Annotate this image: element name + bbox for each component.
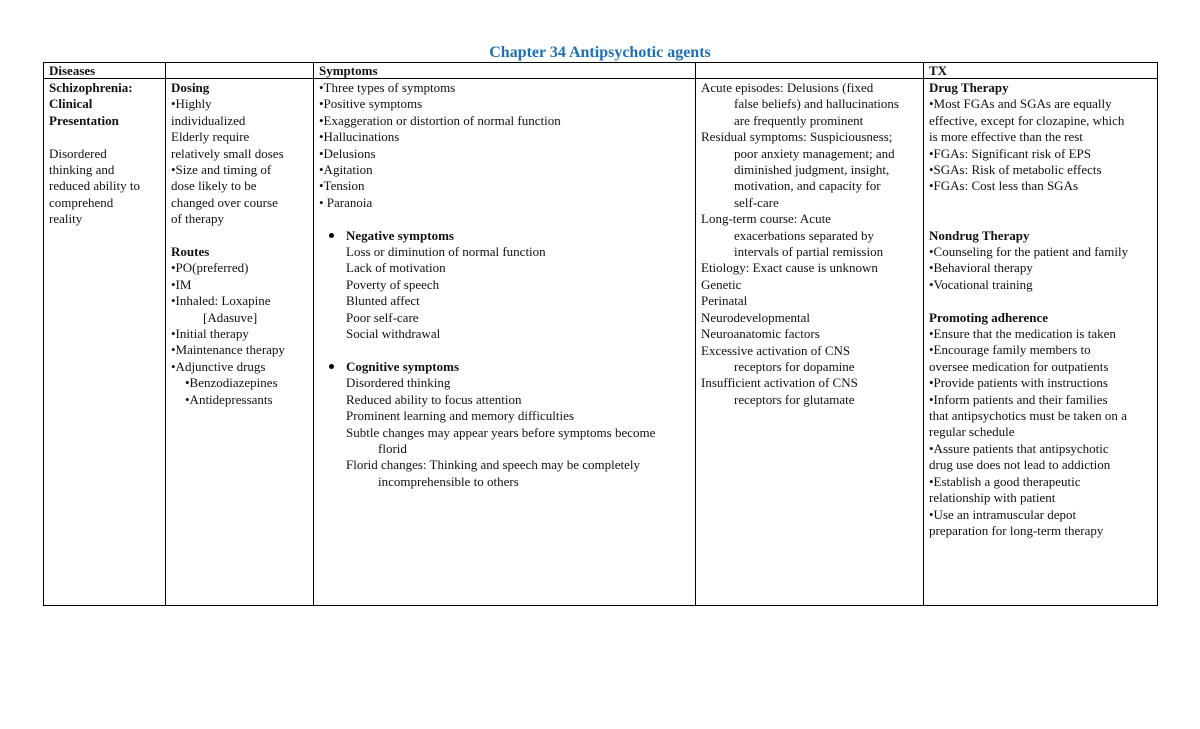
adherence-line: •Encourage family members to bbox=[929, 342, 1091, 358]
dosing-line: •Highly bbox=[171, 96, 212, 112]
etiology-line: Etiology: Exact cause is unknown bbox=[701, 260, 878, 276]
cognitive-symptoms-heading bbox=[319, 359, 690, 375]
route-item-sub: [Adasuve] bbox=[203, 309, 258, 325]
adjunctive-drug: •Benzodiazepines bbox=[185, 375, 278, 391]
disease-name: Schizophrenia: bbox=[49, 80, 133, 95]
adherence-line: •Inform patients and their families bbox=[929, 391, 1108, 407]
adherence-line: •Use an intramuscular depot bbox=[929, 506, 1077, 522]
symptom-line: •Three types of symptoms bbox=[319, 80, 456, 95]
spacer bbox=[319, 342, 690, 358]
header-diseases: Diseases bbox=[44, 63, 166, 79]
etiology-line: Perinatal bbox=[701, 293, 748, 309]
spacer bbox=[929, 293, 1152, 309]
bullet-icon bbox=[327, 228, 346, 243]
cognitive-symptom-cont: florid bbox=[378, 440, 407, 456]
cognitive-symptom: Reduced ability to focus attention bbox=[346, 391, 522, 407]
header-tx: TX bbox=[924, 63, 1158, 79]
adherence-line: drug use does not lead to addiction bbox=[929, 457, 1111, 473]
cognitive-symptom-cont: incomprehensible to others bbox=[378, 473, 519, 489]
adherence-line: oversee medication for outpatients bbox=[929, 358, 1109, 374]
symptoms-cell bbox=[314, 79, 696, 606]
spacer bbox=[929, 211, 1152, 227]
drug-therapy-line: •FGAs: Significant risk of EPS bbox=[929, 145, 1092, 161]
negative-symptoms-label: Negative symptoms bbox=[346, 227, 454, 243]
route-item: •IM bbox=[171, 276, 192, 292]
dosing-line: of therapy bbox=[171, 211, 225, 227]
dosing-cell bbox=[166, 79, 314, 606]
course-line-cont: diminished judgment, insight, bbox=[734, 162, 890, 178]
disease-name: Presentation bbox=[49, 112, 119, 128]
disease-desc-line: thinking and bbox=[49, 162, 115, 178]
cognitive-symptoms-label: Cognitive symptoms bbox=[346, 358, 460, 374]
content-row bbox=[44, 79, 1158, 606]
disease-desc-line: reality bbox=[49, 211, 83, 227]
diseases-cell bbox=[44, 79, 166, 606]
symptom-line: •Tension bbox=[319, 178, 365, 194]
etiology-line: Genetic bbox=[701, 276, 742, 292]
negative-symptoms-heading bbox=[319, 228, 690, 244]
nondrug-therapy-line: •Counseling for the patient and family bbox=[929, 244, 1129, 260]
adherence-line: regular schedule bbox=[929, 424, 1015, 440]
spacer bbox=[929, 195, 1152, 211]
dosing-line: Elderly require bbox=[171, 129, 250, 145]
drug-therapy-heading: Drug Therapy bbox=[929, 80, 1009, 95]
adjunctive-drug: •Antidepressants bbox=[185, 391, 273, 407]
etiology-line: Excessive activation of CNS bbox=[701, 342, 851, 358]
course-line-cont: intervals of partial remission bbox=[734, 244, 884, 260]
negative-symptom: Poor self-care bbox=[346, 309, 419, 325]
course-line-cont: motivation, and capacity for bbox=[734, 178, 881, 194]
cognitive-symptom: Subtle changes may appear years before symptoms become bbox=[346, 424, 656, 440]
negative-symptom: Loss or diminution of normal function bbox=[346, 244, 546, 260]
cognitive-symptom: Disordered thinking bbox=[346, 375, 451, 391]
header-symptoms: Symptoms bbox=[314, 63, 696, 79]
route-item: •Initial therapy bbox=[171, 326, 249, 342]
drug-therapy-line: •Most FGAs and SGAs are equally bbox=[929, 96, 1112, 112]
drug-therapy-line: effective, except for clozapine, which bbox=[929, 112, 1125, 128]
tx-cell bbox=[924, 79, 1158, 606]
symptom-line: •Agitation bbox=[319, 162, 373, 178]
etiology-line: Neuroanatomic factors bbox=[701, 326, 820, 342]
drug-therapy-line: •SGAs: Risk of metabolic effects bbox=[929, 162, 1102, 178]
dosing-line: changed over course bbox=[171, 194, 278, 210]
course-line: Acute episodes: Delusions (fixed bbox=[701, 80, 874, 95]
route-item: •Adjunctive drugs bbox=[171, 358, 266, 374]
bullet-icon bbox=[327, 359, 346, 374]
symptom-line: •Hallucinations bbox=[319, 129, 400, 145]
etiology-line: Neurodevelopmental bbox=[701, 309, 811, 325]
course-line-cont: poor anxiety management; and bbox=[734, 145, 895, 161]
negative-symptom: Lack of motivation bbox=[346, 260, 446, 276]
spacer bbox=[319, 211, 690, 227]
course-line-cont: false beliefs) and hallucinations bbox=[734, 96, 899, 112]
route-item: •Maintenance therapy bbox=[171, 342, 285, 358]
disease-desc-line: Disordered bbox=[49, 145, 107, 161]
course-line: Residual symptoms: Suspiciousness; bbox=[701, 129, 893, 145]
spacer bbox=[171, 228, 308, 244]
adherence-heading: Promoting adherence bbox=[929, 309, 1049, 325]
dosing-heading: Dosing bbox=[171, 80, 210, 95]
symptom-line: •Positive symptoms bbox=[319, 96, 423, 112]
content-table bbox=[43, 62, 1158, 606]
symptom-line: •Exaggeration or distortion of normal function bbox=[319, 112, 561, 128]
course-cell bbox=[696, 79, 924, 606]
negative-symptom: Poverty of speech bbox=[346, 276, 440, 292]
route-item: •PO(preferred) bbox=[171, 260, 249, 276]
cognitive-symptom: Florid changes: Thinking and speech may be completely bbox=[346, 457, 640, 473]
routes-heading: Routes bbox=[171, 244, 210, 260]
adherence-line: relationship with patient bbox=[929, 490, 1056, 506]
spacer bbox=[49, 129, 160, 145]
adherence-line: that antipsychotics must be taken on a bbox=[929, 408, 1127, 424]
disease-desc-line: comprehend bbox=[49, 194, 114, 210]
disease-name: Clinical bbox=[49, 96, 93, 112]
dosing-line: individualized bbox=[171, 112, 246, 128]
symptom-line: • Paranoia bbox=[319, 194, 373, 210]
course-line-cont: self-care bbox=[734, 194, 779, 210]
adherence-line: •Provide patients with instructions bbox=[929, 375, 1108, 391]
dosing-line: dose likely to be bbox=[171, 178, 257, 194]
dosing-line: relatively small doses bbox=[171, 145, 284, 161]
drug-therapy-line: •FGAs: Cost less than SGAs bbox=[929, 178, 1079, 194]
course-line: Long-term course: Acute bbox=[701, 211, 831, 227]
etiology-line-cont: receptors for dopamine bbox=[734, 358, 855, 374]
etiology-line-cont: receptors for glutamate bbox=[734, 391, 855, 407]
cognitive-symptom: Prominent learning and memory difficulties bbox=[346, 408, 574, 424]
header-row bbox=[44, 63, 1158, 79]
adherence-line: •Establish a good therapeutic bbox=[929, 473, 1081, 489]
chapter-title: Chapter 34 Antipsychotic agents bbox=[489, 44, 711, 61]
adherence-line: •Assure patients that antipsychotic bbox=[929, 440, 1109, 456]
negative-symptom: Social withdrawal bbox=[346, 326, 441, 342]
symptom-line: •Delusions bbox=[319, 145, 376, 161]
disease-desc-line: reduced ability to bbox=[49, 178, 140, 194]
nondrug-therapy-line: •Vocational training bbox=[929, 276, 1033, 292]
nondrug-therapy-heading: Nondrug Therapy bbox=[929, 227, 1030, 243]
etiology-line: Insufficient activation of CNS bbox=[701, 375, 858, 391]
adherence-line: preparation for long-term therapy bbox=[929, 522, 1104, 538]
drug-therapy-line: is more effective than the rest bbox=[929, 129, 1083, 145]
course-line-cont: exacerbations separated by bbox=[734, 227, 875, 243]
route-item: •Inhaled: Loxapine bbox=[171, 293, 271, 309]
dosing-line: •Size and timing of bbox=[171, 162, 272, 178]
adherence-line: •Ensure that the medication is taken bbox=[929, 326, 1116, 342]
nondrug-therapy-line: •Behavioral therapy bbox=[929, 260, 1033, 276]
course-line-cont: are frequently prominent bbox=[734, 112, 864, 128]
negative-symptom: Blunted affect bbox=[346, 293, 420, 309]
header-blank-2 bbox=[696, 63, 924, 79]
header-blank-1 bbox=[166, 63, 314, 79]
